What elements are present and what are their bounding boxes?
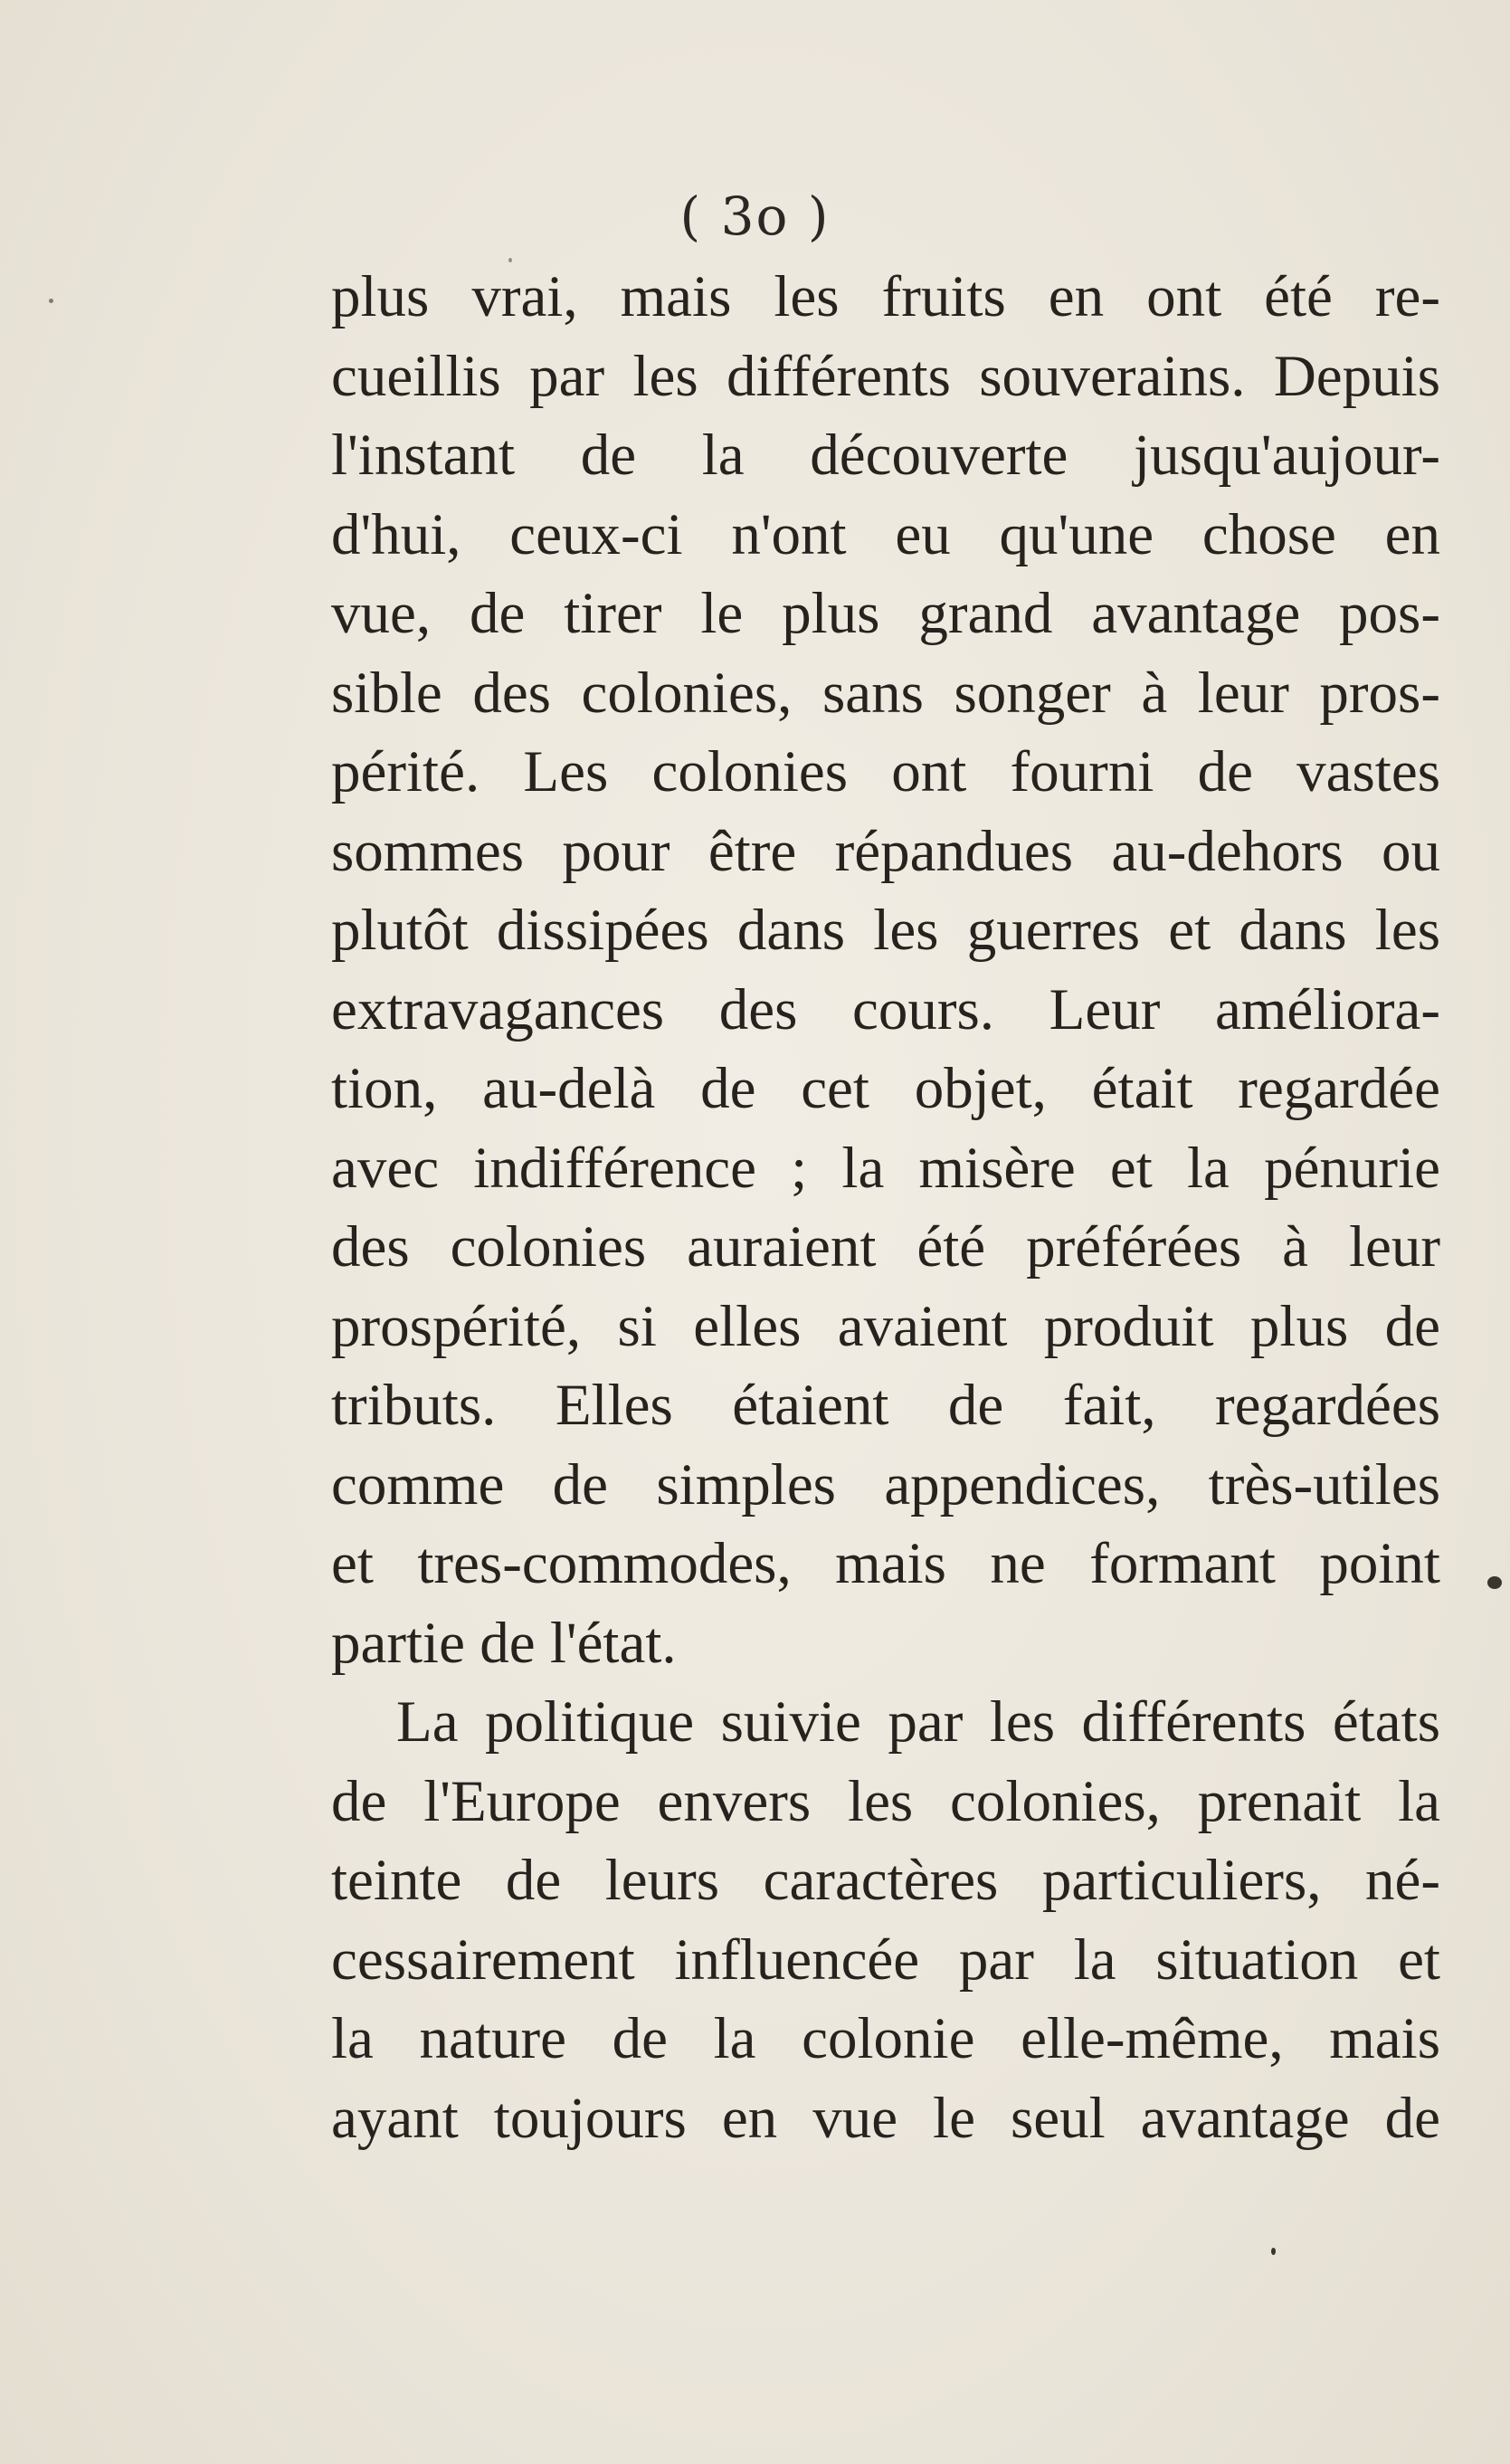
text-line: tion, au-delà de cet objet, était regardée xyxy=(331,1056,1440,1121)
text-line: périté. Les colonies ont fourni de vastes xyxy=(331,739,1440,804)
text-line: partie de l'état. xyxy=(331,1610,677,1676)
text-line: extravagances des cours. Leur améliora- xyxy=(331,976,1440,1042)
text-line: plutôt dissipées dans les guerres et dans les xyxy=(331,898,1440,963)
text-line: ayant toujours en vue le seul avantage de xyxy=(331,2085,1440,2151)
text-line: avec indifférence ; la misère et la pénurie xyxy=(331,1135,1440,1201)
text-line: l'instant de la découverte jusqu'aujour- xyxy=(331,423,1440,488)
text-line: d'hui, ceux-ci n'ont eu qu'une chose en xyxy=(331,501,1440,567)
body-text xyxy=(331,258,1440,2158)
text-line: des colonies auraient été préférées à leur xyxy=(331,1214,1440,1280)
ink-speck xyxy=(49,299,53,303)
text-line: teinte de leurs caractères particuliers, né- xyxy=(331,1848,1440,1913)
text-line: prospérité, si elles avaient produit plus de xyxy=(331,1293,1440,1359)
paragraph-1 xyxy=(331,258,1440,1683)
text-line: et tres-commodes, mais ne formant point xyxy=(331,1531,1440,1596)
text-line: tributs. Elles étaient de fait, regardées xyxy=(331,1373,1440,1438)
paragraph-2 xyxy=(331,1683,1440,2158)
text-line: vue, de tirer le plus grand avantage pos- xyxy=(331,581,1440,646)
text-line: la nature de la colonie elle-même, mais xyxy=(331,2006,1440,2071)
text-line: de l'Europe envers les colonies, prenait la xyxy=(331,1768,1440,1834)
text-line: cueillis par les différents souverains. Depuis xyxy=(331,343,1440,409)
text-line: La politique suivie par les différents états xyxy=(396,1689,1440,1755)
ink-speck xyxy=(508,258,512,262)
ink-speck xyxy=(1271,2248,1276,2255)
page-number: ( 3o ) xyxy=(679,186,831,247)
text-line: sommes pour être répandues au-dehors ou xyxy=(331,818,1440,884)
text-line: sible des colonies, sans songer à leur pros- xyxy=(331,660,1440,726)
text-line: plus vrai, mais les fruits en ont été re- xyxy=(331,264,1440,329)
text-line: cessairement influencée par la situation et xyxy=(331,1926,1440,1993)
ink-speck xyxy=(1487,1576,1502,1589)
text-line: comme de simples appendices, très-utiles xyxy=(331,1451,1440,1517)
